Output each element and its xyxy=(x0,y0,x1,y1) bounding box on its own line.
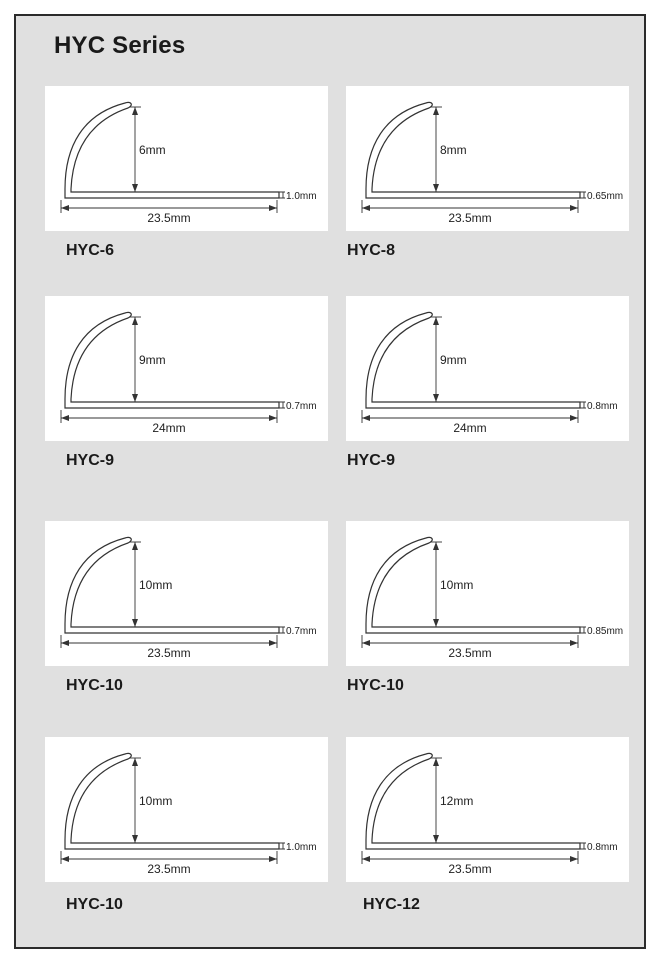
arrow-down-icon xyxy=(433,619,439,627)
model-label: HYC-12 xyxy=(363,896,420,913)
thickness-label: 0.8mm xyxy=(587,401,618,412)
model-label: HYC-8 xyxy=(347,242,396,259)
arrow-up-icon xyxy=(132,542,138,550)
profile-card xyxy=(45,86,328,231)
height-label: 9mm xyxy=(440,353,467,367)
arrow-up-icon xyxy=(433,542,439,550)
profile-drawing xyxy=(346,86,629,231)
arrow-down-icon xyxy=(433,184,439,192)
profile-card xyxy=(45,296,328,441)
arrow-right-icon xyxy=(570,640,578,646)
arrow-up-icon xyxy=(132,758,138,766)
profile-drawing xyxy=(45,86,328,231)
arrow-right-icon xyxy=(269,856,277,862)
arrow-down-icon xyxy=(132,835,138,843)
profile-outline xyxy=(366,102,580,198)
arrow-left-icon xyxy=(61,205,69,211)
arrow-up-icon xyxy=(132,107,138,115)
arrow-down-icon xyxy=(132,184,138,192)
width-label: 24mm xyxy=(453,421,487,435)
thickness-label: 0.7mm xyxy=(286,626,317,637)
profile-drawing xyxy=(346,737,629,882)
arrow-left-icon xyxy=(61,640,69,646)
profile-outline xyxy=(366,312,580,408)
arrow-down-icon xyxy=(433,394,439,402)
profile-card xyxy=(346,737,629,882)
profile-drawing xyxy=(45,296,328,441)
arrow-right-icon xyxy=(570,415,578,421)
height-label: 8mm xyxy=(440,143,467,157)
model-label: HYC-9 xyxy=(66,452,115,469)
model-label: HYC-9 xyxy=(347,452,396,469)
model-label: HYC-10 xyxy=(347,677,404,694)
arrow-up-icon xyxy=(132,317,138,325)
profile-drawing xyxy=(346,521,629,666)
thickness-label: 0.65mm xyxy=(587,191,624,202)
arrow-left-icon xyxy=(61,415,69,421)
width-label: 23.5mm xyxy=(448,211,492,225)
thickness-label: 0.85mm xyxy=(587,626,624,637)
width-label: 23.5mm xyxy=(448,862,492,876)
profile-card xyxy=(346,86,629,231)
model-label: HYC-10 xyxy=(66,896,123,913)
thickness-label: 1.0mm xyxy=(286,191,317,202)
width-label: 23.5mm xyxy=(147,211,191,225)
profile-drawing xyxy=(346,296,629,441)
height-label: 9mm xyxy=(139,353,166,367)
arrow-down-icon xyxy=(433,835,439,843)
width-label: 23.5mm xyxy=(448,646,492,660)
profile-card xyxy=(45,521,328,666)
arrow-left-icon xyxy=(61,856,69,862)
profile-card xyxy=(45,737,328,882)
arrow-down-icon xyxy=(132,394,138,402)
model-label: HYC-6 xyxy=(66,242,115,259)
profile-drawing xyxy=(45,521,328,666)
arrow-up-icon xyxy=(433,758,439,766)
height-label: 10mm xyxy=(139,794,173,808)
arrow-up-icon xyxy=(433,107,439,115)
height-label: 10mm xyxy=(440,578,474,592)
page-title: HYC Series xyxy=(54,32,186,59)
height-label: 12mm xyxy=(440,794,474,808)
profile-card xyxy=(346,521,629,666)
profile-outline xyxy=(65,312,279,408)
width-label: 23.5mm xyxy=(147,646,191,660)
thickness-label: 0.8mm xyxy=(587,842,618,853)
model-label: HYC-10 xyxy=(66,677,123,694)
arrow-right-icon xyxy=(269,415,277,421)
width-label: 23.5mm xyxy=(147,862,191,876)
profile-drawing xyxy=(45,737,328,882)
thickness-label: 0.7mm xyxy=(286,401,317,412)
arrow-left-icon xyxy=(362,856,370,862)
arrow-up-icon xyxy=(433,317,439,325)
arrow-right-icon xyxy=(570,205,578,211)
arrow-right-icon xyxy=(269,640,277,646)
arrow-left-icon xyxy=(362,205,370,211)
arrow-right-icon xyxy=(269,205,277,211)
height-label: 10mm xyxy=(139,578,173,592)
profile-outline xyxy=(65,102,279,198)
arrow-right-icon xyxy=(570,856,578,862)
arrow-left-icon xyxy=(362,415,370,421)
width-label: 24mm xyxy=(152,421,186,435)
thickness-label: 1.0mm xyxy=(286,842,317,853)
profile-card xyxy=(346,296,629,441)
height-label: 6mm xyxy=(139,143,166,157)
arrow-left-icon xyxy=(362,640,370,646)
arrow-down-icon xyxy=(132,619,138,627)
